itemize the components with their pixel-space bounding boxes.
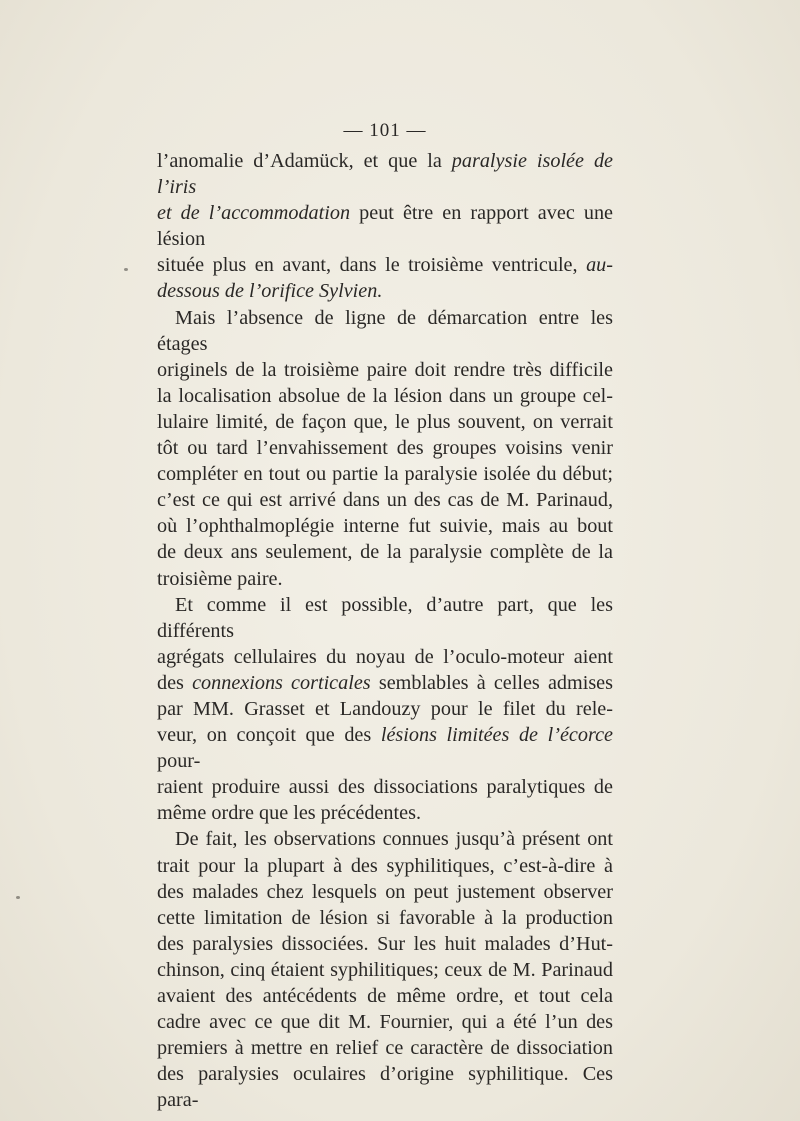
text-run: la localisation absolue de la lésion dans un groupe cel- [157, 384, 613, 407]
text-line [157, 409, 613, 435]
text-run: troisième paire. [157, 567, 283, 590]
text-run: Mais l’absence de ligne de démarcation entre les étages [157, 306, 613, 355]
text-line [157, 513, 613, 539]
paper-speck [16, 896, 20, 899]
text-run: avaient des antécédents de même ordre, et tout cela [157, 985, 613, 1007]
text-run: veur, on conçoit que des [157, 724, 381, 747]
text-run: même ordre que les précédentes. [157, 802, 421, 825]
text-run: Et comme il est possible, d’autre part, que les différents [157, 593, 613, 642]
paragraph [157, 305, 613, 592]
text-line [157, 461, 613, 487]
text-run: pour- [157, 750, 201, 773]
book-page [157, 118, 613, 1113]
text-line [157, 383, 613, 409]
italic-run: lésions limitées de l’écorce [380, 724, 613, 747]
text-run: des malades chez lesquels on peut justement observer [157, 880, 613, 903]
text-line [157, 905, 613, 931]
body-text [157, 148, 613, 1113]
text-line [157, 1035, 613, 1061]
text-run: située plus en avant, dans le troisième ventricule, [157, 254, 587, 277]
text-run: l’anomalie d’Adamück, et que la [157, 150, 452, 172]
text-line [157, 644, 613, 670]
text-line [157, 826, 613, 852]
text-run: peut être en rapport avec une lésion [157, 202, 613, 251]
text-run: cette limitation de lésion si favorable à la production [157, 906, 613, 929]
text-line [157, 539, 613, 565]
text-line [157, 305, 613, 357]
text-run: De fait, les observations connues jusqu’à présent ont [175, 828, 613, 851]
italic-run: au- [586, 254, 613, 277]
text-line [157, 566, 613, 592]
text-line [157, 879, 613, 905]
text-line [157, 853, 613, 879]
text-line [157, 487, 613, 513]
text-line [157, 957, 613, 983]
text-run: compléter en tout ou partie la paralysie isolée du début; [157, 463, 613, 486]
text-line [157, 357, 613, 383]
text-line [157, 931, 613, 957]
text-line [157, 670, 613, 696]
paragraph [157, 148, 613, 305]
text-run: des paralysies oculaires d’origine syphilitique. Ces para- [157, 1063, 613, 1112]
text-run: des paralysies dissociées. Sur les huit malades d’Hut- [157, 932, 613, 955]
italic-run: paralysie isolée de l’iris [157, 150, 614, 199]
italic-run: et de l’accommodation [157, 202, 351, 225]
text-run: par MM. Grasset et Landouzy pour le filet du rele- [157, 697, 613, 720]
text-run: agrégats cellulaires du noyau de l’oculo-moteur aient [157, 645, 613, 668]
text-run: cadre avec ce que dit M. Fournier, qui a été l’un des [157, 1011, 613, 1034]
italic-run: dessous de l’orifice Sylvien. [157, 280, 383, 303]
text-run: tôt ou tard l’envahissement des groupes voisins venir [157, 437, 613, 460]
italic-run: connexions corticales [192, 671, 371, 694]
text-line [157, 148, 613, 200]
paragraph [157, 826, 613, 1113]
paragraph [157, 592, 613, 827]
text-line [157, 278, 613, 304]
text-line [157, 1009, 613, 1035]
paper-speck [124, 268, 128, 271]
text-line [157, 252, 613, 278]
text-run: c’est ce qui est arrivé dans un des cas de M. Parinaud, [157, 489, 613, 512]
page-number: — 101 — [343, 120, 427, 141]
text-line [157, 696, 613, 722]
text-run: originels de la troisième paire doit rendre très difficile [157, 358, 613, 381]
text-line [157, 200, 613, 252]
text-line [157, 592, 613, 644]
text-run: raient produire aussi des dissociations paralytiques de [157, 776, 613, 799]
text-run: lulaire limité, de façon que, le plus souvent, on verrait [157, 410, 613, 433]
text-line [157, 1061, 613, 1113]
text-run: de deux ans seulement, de la paralysie complète de la [157, 541, 613, 564]
text-run: trait pour la plupart à des syphilitiques, c’est-à-dire à [157, 854, 613, 877]
text-line [157, 435, 613, 461]
text-line [157, 983, 613, 1009]
text-run: des [157, 671, 193, 694]
text-line [157, 774, 613, 800]
text-line [157, 800, 613, 826]
text-line [157, 722, 613, 774]
text-run: où l’ophthalmoplégie interne fut suivie, mais au bout [157, 515, 613, 538]
text-run: chinson, cinq étaient syphilitiques; ceux de M. Parinaud [157, 958, 613, 981]
text-run: semblables à celles admises [370, 671, 613, 694]
text-run: premiers à mettre en relief ce caractère de dissociation [157, 1037, 613, 1060]
